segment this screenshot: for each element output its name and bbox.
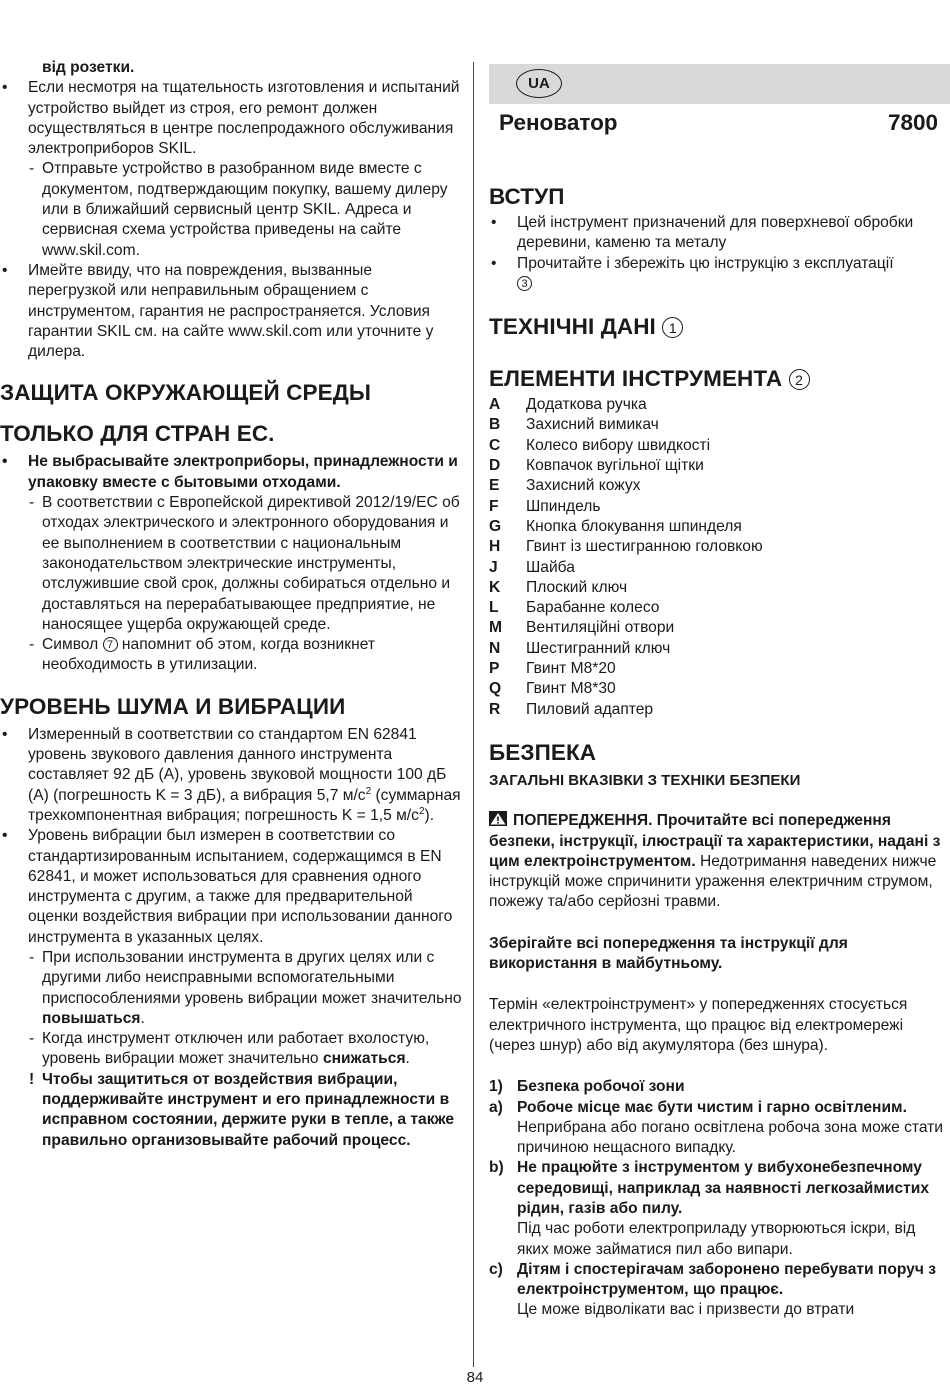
bullet-intro-purpose: • Цей інструмент призначений для поверхневої обробки деревини, каменю та металу: [489, 213, 950, 254]
item-b-bold: Не працюйте з інструментом у вибухонебезпечному середовищі, наприклад за наявності легкозаймистих рідин, газів або пилу.: [517, 1159, 930, 1217]
part-letter: G: [489, 517, 502, 535]
idle-bold: снижаться: [322, 1050, 406, 1068]
bullet-repair: • Если несмотря на тщательность изготовления и испытаний устройство выйдет из строя, его ремонт должен осуществляться в центре послепродажного обслуживания электроприборов SKIL.: [0, 78, 462, 159]
product-code: 7800: [887, 110, 938, 135]
part-letter: D: [489, 457, 501, 475]
section-number: 1): [489, 1078, 503, 1096]
part-letter: B: [489, 416, 501, 434]
item-label: c): [489, 1260, 503, 1278]
item-a-bold: Робоче місце має бути чистим і гарно освітленим.: [517, 1098, 907, 1116]
symbol-pre: Символ: [42, 636, 99, 654]
part-description: Додаткова ручка: [526, 396, 647, 414]
item-a: [489, 1098, 950, 1159]
page-number: 84: [466, 1369, 484, 1386]
item-c-bold: Дітям і спостерігачам заборонено перебувати поруч з електроінструментом, що працює.: [517, 1260, 936, 1299]
part-description: Колесо вибору швидкості: [526, 436, 711, 454]
item-label: b): [489, 1159, 504, 1177]
part-letter: R: [489, 700, 501, 718]
elements-label: ЕЛЕМЕНТИ ІНСТРУМЕНТА: [489, 366, 783, 392]
continued-text: від розетки.: [42, 59, 135, 76]
other-use-text: При использовании инструмента в других целях или с другими либо неисправными вспомогательными приспособлениями уровень вибрации может значительно: [42, 948, 462, 1007]
part-description: Шпиндель: [526, 497, 601, 515]
figure-3-icon: 3: [517, 276, 532, 291]
item-b: [489, 1158, 950, 1259]
section-work-area: [489, 1077, 950, 1097]
keep-instructions: Зберігайте всі попередження та інструкції для використання в майбутньому.: [489, 934, 848, 973]
bullet-vibration: • Уровень вибрации был измерен в соответствии со стандартизированным испытанием, содержащимся в EN 62841, и может использоваться для сравнения одного инструмента с другим, а также для предварительной оценки воздействия вибрации при использовании данного инструмента в указанных целях.: [0, 826, 462, 948]
heading-eu-only: ТОЛЬКО ДЛЯ СТРАН ЕС.: [0, 421, 275, 447]
part-letter: H: [489, 538, 501, 556]
dash-symbol: [0, 635, 462, 676]
part-description: Ковпачок вугільної щітки: [526, 457, 704, 475]
part-letter: E: [489, 477, 500, 495]
noise-text-a: Измеренный в соответствии со стандартом EN 62841 уровень звукового давления данного инструмента составляет 92 дБ (A), уровень звуковой мощности 100 дБ (A) (погрешность K = 3 дБ), а вибрация 5,7 м/с: [28, 725, 447, 804]
superscript: 2: [365, 785, 372, 797]
language-header: [489, 64, 950, 104]
dash-idle: - Когда инструмент отключен или работает вхолостую, уровень вибрации может значительно снижаться.: [0, 1029, 462, 1070]
item-c: [489, 1260, 950, 1321]
part-description: Вентиляційні отвори: [526, 619, 675, 637]
part-description: Пиловий адаптер: [526, 700, 654, 718]
part-letter: P: [489, 660, 500, 678]
term-definition: Термін «електроінструмент» у попередженнях стосується електричного інструмента, що працює від електромережі (через шнур) або від акумулятора (без шнура).: [489, 996, 908, 1054]
product-title-row: [489, 108, 950, 138]
part-description: Шестигранний ключ: [526, 639, 671, 657]
other-use-bold: повышаться: [42, 1009, 141, 1027]
dash-send-device: - Отправьте устройство в разобранном виде вместе с документом, подтверждающим покупку, вашему дилеру или в ближайший сервисный центр SKIL. Адреса и сервисная схема устройства приведены на сайте www.skil.com.: [0, 159, 462, 260]
part-letter: Q: [489, 680, 502, 698]
symbol-post: напомнит об этом, когда возникнет необходимость в утилизации.: [42, 636, 375, 674]
figure-2-icon: 2: [789, 369, 810, 390]
part-letter: L: [489, 599, 499, 617]
bullet-intro-read: [489, 254, 950, 295]
superscript: 2: [418, 805, 425, 817]
figure-1-icon: 1: [662, 317, 683, 338]
section-title: Безпека робочої зони: [517, 1078, 685, 1096]
part-letter: K: [489, 578, 501, 596]
part-letter: M: [489, 619, 502, 637]
heading-safety: БЕЗПЕКА: [489, 739, 597, 765]
heading-intro: ВСТУП: [489, 184, 565, 209]
part-description: Гвинт із шестигранною головкою: [526, 538, 763, 556]
idle-text: Когда инструмент отключен или работает вхолостую, уровень вибрации может значительно: [42, 1030, 430, 1068]
warning-bold: ПОПЕРЕДЖЕННЯ. Прочитайте всі попередження безпеки, інструкції, ілюстрації та характеристики, надані з цим електроінструментом.: [489, 812, 941, 870]
part-description: Плоский ключ: [526, 578, 628, 596]
heading-noise: УРОВЕНЬ ШУМА И ВИБРАЦИИ: [0, 693, 346, 719]
item-b-text: Під час роботи електроприладу утворюються іскри, від яких може займатися пил або випари.: [517, 1220, 916, 1258]
part-letter: C: [489, 436, 501, 454]
heading-environment: ЗАЩИТА ОКРУЖАЮЩЕЙ СРЕДЫ: [0, 380, 371, 406]
warning-paragraph: [489, 811, 950, 912]
exclamation-protect: ! Чтобы защититься от воздействия вибрации, поддерживайте инструмент и его принадлежности в исправном состоянии, держите руки в тепле, а также правильно организовывайте рабочий процесс.: [0, 1070, 462, 1151]
parts-list: [489, 395, 950, 720]
language-badge: UA: [516, 69, 562, 98]
left-column: [0, 58, 462, 1151]
part-description: Захисний вимикач: [526, 416, 659, 434]
intro-read-text: Прочитайте і збережіть цю інструкцію з експлуатації: [517, 254, 894, 272]
item-label: a): [489, 1098, 503, 1116]
part-description: Шайба: [526, 558, 575, 576]
item-a-text: Неприбрана або погано освітлена робоча зона може стати причиною нещасного випадку.: [517, 1118, 944, 1157]
dash-directive: - В соответствии с Европейской директивой 2012/19/ЕС об отходах электрического и электронного оборудования и ее выполнением в соответствии с национальным законодательством электрические инструменты, отслужившие свой срок, должны собираться отдельно и доставляться на перерабатывающее предприятие, не наносящее ущерба окружающей среде.: [0, 493, 462, 635]
part-letter: N: [489, 639, 501, 657]
subheading-general-safety: ЗАГАЛЬНІ ВКАЗІВКИ З ТЕХНІКИ БЕЗПЕКИ: [489, 771, 801, 789]
part-description: Барабанне колесо: [526, 599, 660, 617]
item-c-text: Це може відволікати вас і призвести до втрати: [517, 1301, 855, 1319]
column-divider: [473, 62, 474, 1367]
part-description: Гвинт M8*30: [526, 680, 616, 698]
bullet-disposal: • Не выбрасывайте электроприборы, принадлежности и упаковку вместе с бытовыми отходами.: [0, 452, 462, 493]
part-letter: F: [489, 497, 499, 515]
bullet-noise-measured: [0, 725, 462, 826]
part-letter: A: [489, 396, 501, 414]
product-name: Реноватор: [499, 110, 618, 135]
right-column: [489, 64, 950, 1321]
part-description: Захисний кожух: [526, 477, 641, 495]
noise-text-b: (суммарная трехкомпонентная вибрация; погрешность K = 1,5 м/с: [28, 786, 461, 824]
heading-elements: [489, 366, 950, 392]
warning-rest: Недотримання наведених нижче інструкцій може спричинити ураження електричним струмом, пожежу та/або серйозні травми.: [489, 852, 937, 911]
part-description: Гвинт M8*20: [526, 660, 616, 678]
part-description: Кнопка блокування шпинделя: [526, 517, 742, 535]
warning-icon: [489, 811, 507, 826]
dash-other-use: - При использовании инструмента в других целях или с другими либо неисправными вспомогательными приспособлениями уровень вибрации может значительно повышаться.: [0, 948, 462, 1029]
part-letter: J: [489, 558, 498, 576]
noise-text-c: ).: [424, 806, 435, 824]
tech-data-label: ТЕХНІЧНІ ДАНІ: [489, 314, 656, 340]
symbol-7-icon: 7: [103, 637, 118, 652]
heading-tech-data: [489, 314, 950, 340]
bullet-warranty: • Имейте ввиду, что на повреждения, вызванные перегрузкой или неправильным обращением с инструментом, гарантия не распространяется. Условия гарантии SKIL см. на сайте www.skil.com или уточните у дилера.: [0, 261, 462, 362]
